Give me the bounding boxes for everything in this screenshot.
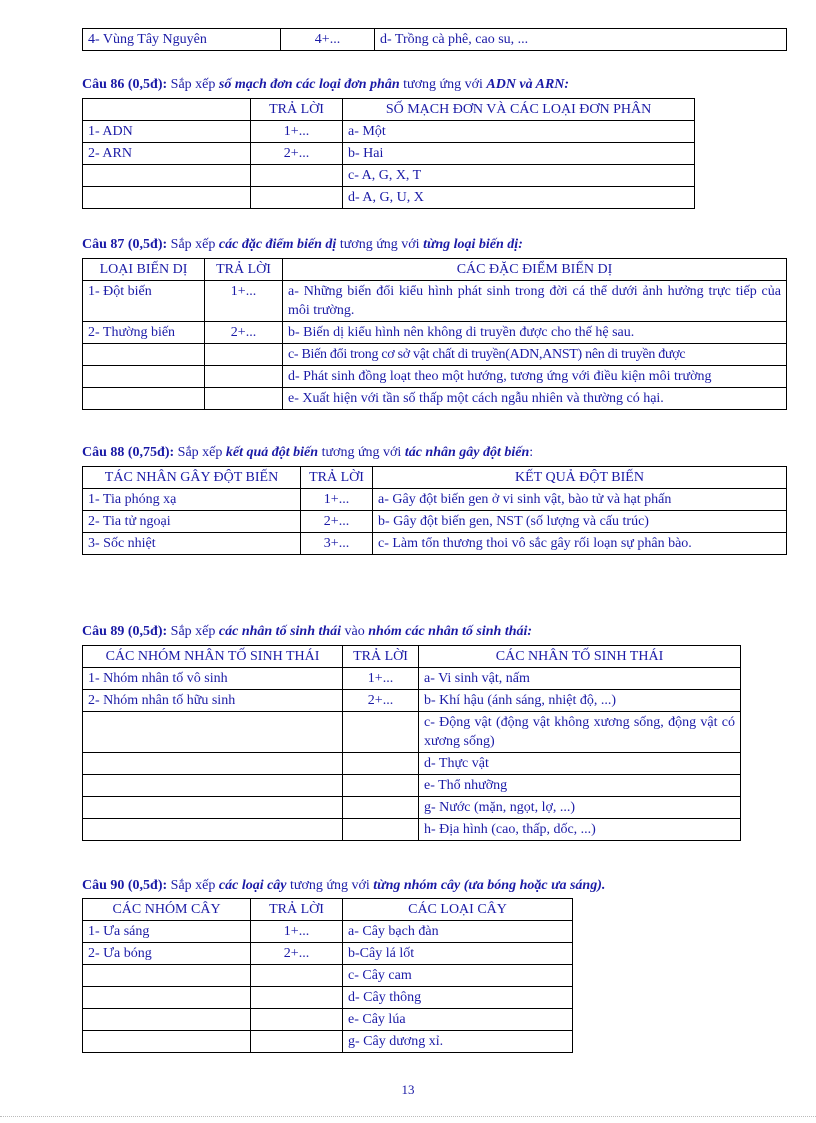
cell-left: 4- Vùng Tây Nguyên [83, 29, 281, 51]
table-row [83, 143, 695, 165]
cell-left [83, 987, 251, 1009]
cell-left [83, 388, 205, 410]
question-89-heading: Câu 89 (0,5đ): Sắp xếp các nhân tố sinh thái vào nhóm các nhân tố sinh thái: [82, 624, 533, 639]
cell-right: b- Gây đột biến gen, NST (số lượng và cấu trúc) [373, 511, 787, 533]
table-q90 [82, 898, 573, 1053]
cell-right: e- Xuất hiện với tần số thấp một cách ngẫu nhiên và thường có hại. [283, 388, 787, 410]
cell-answer[interactable] [251, 1009, 343, 1031]
cell-answer[interactable] [205, 388, 283, 410]
cell-right: h- Địa hình (cao, thấp, dốc, ...) [419, 819, 741, 841]
cell-left: 2- ARN [83, 143, 251, 165]
cell-left [83, 344, 205, 366]
cell-right: d- Cây thông [343, 987, 573, 1009]
table-row [83, 388, 787, 410]
cell-right: d- A, G, U, X [343, 187, 695, 209]
page-bottom-divider [0, 1116, 816, 1117]
cell-left [83, 775, 343, 797]
cell-right: c- Làm tổn thương thoi vô sắc gây rối loạn sự phân bào. [373, 533, 787, 555]
table-row [83, 511, 787, 533]
table-row [83, 121, 695, 143]
table-row [83, 943, 573, 965]
table-row [83, 533, 787, 555]
table-row [83, 281, 787, 322]
cell-answer[interactable] [343, 712, 419, 753]
cell-answer[interactable]: 2+... [343, 690, 419, 712]
page-number: 13 [401, 1082, 415, 1097]
cell-left [83, 187, 251, 209]
table-header-row [83, 259, 787, 281]
cell-left [83, 797, 343, 819]
cell-left: 1- Nhóm nhân tố vô sinh [83, 668, 343, 690]
table-row [83, 1009, 573, 1031]
table-row [83, 987, 573, 1009]
header-left: TÁC NHÂN GÂY ĐỘT BIẾN [83, 467, 301, 489]
table-row [83, 775, 741, 797]
cell-left: 2- Nhóm nhân tố hữu sinh [83, 690, 343, 712]
cell-left: 3- Sốc nhiệt [83, 533, 301, 555]
table-row [83, 819, 741, 841]
cell-answer[interactable]: 2+... [251, 143, 343, 165]
table-header-row [83, 467, 787, 489]
cell-answer[interactable] [205, 344, 283, 366]
table-header-row [83, 646, 741, 668]
cell-right: a- Cây bạch đàn [343, 921, 573, 943]
table-row [83, 965, 573, 987]
table-row [83, 1031, 573, 1053]
question-87-heading: Câu 87 (0,5đ): Sắp xếp các đặc điểm biến dị tương ứng với từng loại biến dị: [82, 237, 523, 252]
table-row [83, 29, 787, 51]
cell-answer[interactable]: 1+... [251, 921, 343, 943]
table-row [83, 489, 787, 511]
table-row [83, 187, 695, 209]
table-q87 [82, 258, 787, 410]
table-q89 [82, 645, 741, 841]
cell-right: g- Cây dương xỉ. [343, 1031, 573, 1053]
cell-left: 1- Đột biến [83, 281, 205, 322]
cell-right: g- Nước (mặn, ngọt, lợ, ...) [419, 797, 741, 819]
header-right: CÁC ĐẶC ĐIỂM BIẾN DỊ [283, 259, 787, 281]
table-row [83, 921, 573, 943]
cell-right: a- Một [343, 121, 695, 143]
cell-left [83, 165, 251, 187]
cell-answer[interactable] [343, 819, 419, 841]
header-right: SỐ MẠCH ĐƠN VÀ CÁC LOẠI ĐƠN PHÂN [343, 99, 695, 121]
cell-left: 2- Thường biến [83, 322, 205, 344]
table-row [83, 753, 741, 775]
question-90-heading: Câu 90 (0,5đ): Sắp xếp các loại cây tương ứng với từng nhóm cây (ưa bóng hoặc ưa sáng). [82, 878, 606, 893]
cell-left [83, 965, 251, 987]
cell-right: a- Vi sinh vật, nấm [419, 668, 741, 690]
cell-answer[interactable] [205, 366, 283, 388]
cell-right: b-Cây lá lốt [343, 943, 573, 965]
cell-right: e- Thổ nhưỡng [419, 775, 741, 797]
header-answer: TRẢ LỜI [251, 99, 343, 121]
cell-answer[interactable] [343, 753, 419, 775]
cell-left [83, 366, 205, 388]
cell-right: b- Biến dị kiểu hình nên không di truyền được cho thế hệ sau. [283, 322, 787, 344]
header-right: KẾT QUẢ ĐỘT BIẾN [373, 467, 787, 489]
cell-left [83, 712, 343, 753]
cell-answer[interactable] [343, 797, 419, 819]
cell-right: d- Phát sinh đồng loạt theo một hướng, tương ứng với điều kiện môi trường [283, 366, 787, 388]
cell-right: c- Cây cam [343, 965, 573, 987]
cell-answer[interactable] [251, 187, 343, 209]
cell-left: 2- Tia tử ngoại [83, 511, 301, 533]
table-q86 [82, 98, 695, 209]
header-left: CÁC NHÓM CÂY [83, 899, 251, 921]
cell-answer[interactable] [251, 987, 343, 1009]
header-answer: TRẢ LỜI [205, 259, 283, 281]
header-right: CÁC NHÂN TỐ SINH THÁI [419, 646, 741, 668]
cell-left: 1- Ưa sáng [83, 921, 251, 943]
table-row [83, 797, 741, 819]
cell-left [83, 1031, 251, 1053]
cell-answer[interactable]: 2+... [301, 511, 373, 533]
header-left: LOẠI BIẾN DỊ [83, 259, 205, 281]
header-answer: TRẢ LỜI [251, 899, 343, 921]
cell-answer[interactable]: 2+... [251, 943, 343, 965]
cell-left [83, 753, 343, 775]
question-88-heading: Câu 88 (0,75đ): Sắp xếp kết quả đột biến tương ứng với tác nhân gây đột biến: [82, 445, 534, 460]
table-header-row [83, 899, 573, 921]
table-header-row [83, 99, 695, 121]
cell-right: a- Những biến đổi kiểu hình phát sinh trong đời cá thể dưới ảnh hưởng trực tiếp của môi trường. [283, 281, 787, 322]
cell-answer[interactable]: 1+... [251, 121, 343, 143]
cell-right: c- Động vật (động vật không xương sống, động vật có xương sống) [419, 712, 741, 753]
cell-right: d- Trồng cà phê, cao su, ... [375, 29, 787, 51]
cell-answer[interactable]: 1+... [301, 489, 373, 511]
table-row [83, 344, 787, 366]
table-q88 [82, 466, 787, 555]
cell-right: c- A, G, X, T [343, 165, 695, 187]
table-row [83, 712, 741, 753]
cell-answer[interactable]: 4+... [281, 29, 375, 51]
cell-answer[interactable] [251, 1031, 343, 1053]
header-right: CÁC LOẠI CÂY [343, 899, 573, 921]
table-row [83, 165, 695, 187]
cell-answer[interactable]: 3+... [301, 533, 373, 555]
cell-right: b- Khí hậu (ánh sáng, nhiệt độ, ...) [419, 690, 741, 712]
table-row [83, 668, 741, 690]
question-86-heading: Câu 86 (0,5đ): Sắp xếp số mạch đơn các loại đơn phân tương ứng với ADN và ARN: [82, 77, 570, 92]
header-left: CÁC NHÓM NHÂN TỐ SINH THÁI [83, 646, 343, 668]
cell-right: d- Thực vật [419, 753, 741, 775]
cell-right: e- Cây lúa [343, 1009, 573, 1031]
cell-answer[interactable] [343, 775, 419, 797]
table-row [83, 322, 787, 344]
cell-left [83, 1009, 251, 1031]
header-left [83, 99, 251, 121]
table-row [83, 366, 787, 388]
cell-answer[interactable]: 2+... [205, 322, 283, 344]
cell-left: 2- Ưa bóng [83, 943, 251, 965]
cell-left: 1- ADN [83, 121, 251, 143]
cell-right: a- Gây đột biến gen ở vi sinh vật, bào tử và hạt phấn [373, 489, 787, 511]
cell-answer[interactable] [251, 965, 343, 987]
table-row [83, 690, 741, 712]
cell-left [83, 819, 343, 841]
table-prev [82, 28, 787, 51]
cell-right: b- Hai [343, 143, 695, 165]
cell-answer[interactable]: 1+... [205, 281, 283, 322]
cell-left: 1- Tia phóng xạ [83, 489, 301, 511]
header-answer: TRẢ LỜI [301, 467, 373, 489]
cell-answer[interactable]: 1+... [343, 668, 419, 690]
cell-right: c- Biến đổi trong cơ sở vật chất di truyền(ADN,ANST) nên di truyền được [283, 344, 787, 366]
cell-answer[interactable] [251, 165, 343, 187]
header-answer: TRẢ LỜI [343, 646, 419, 668]
